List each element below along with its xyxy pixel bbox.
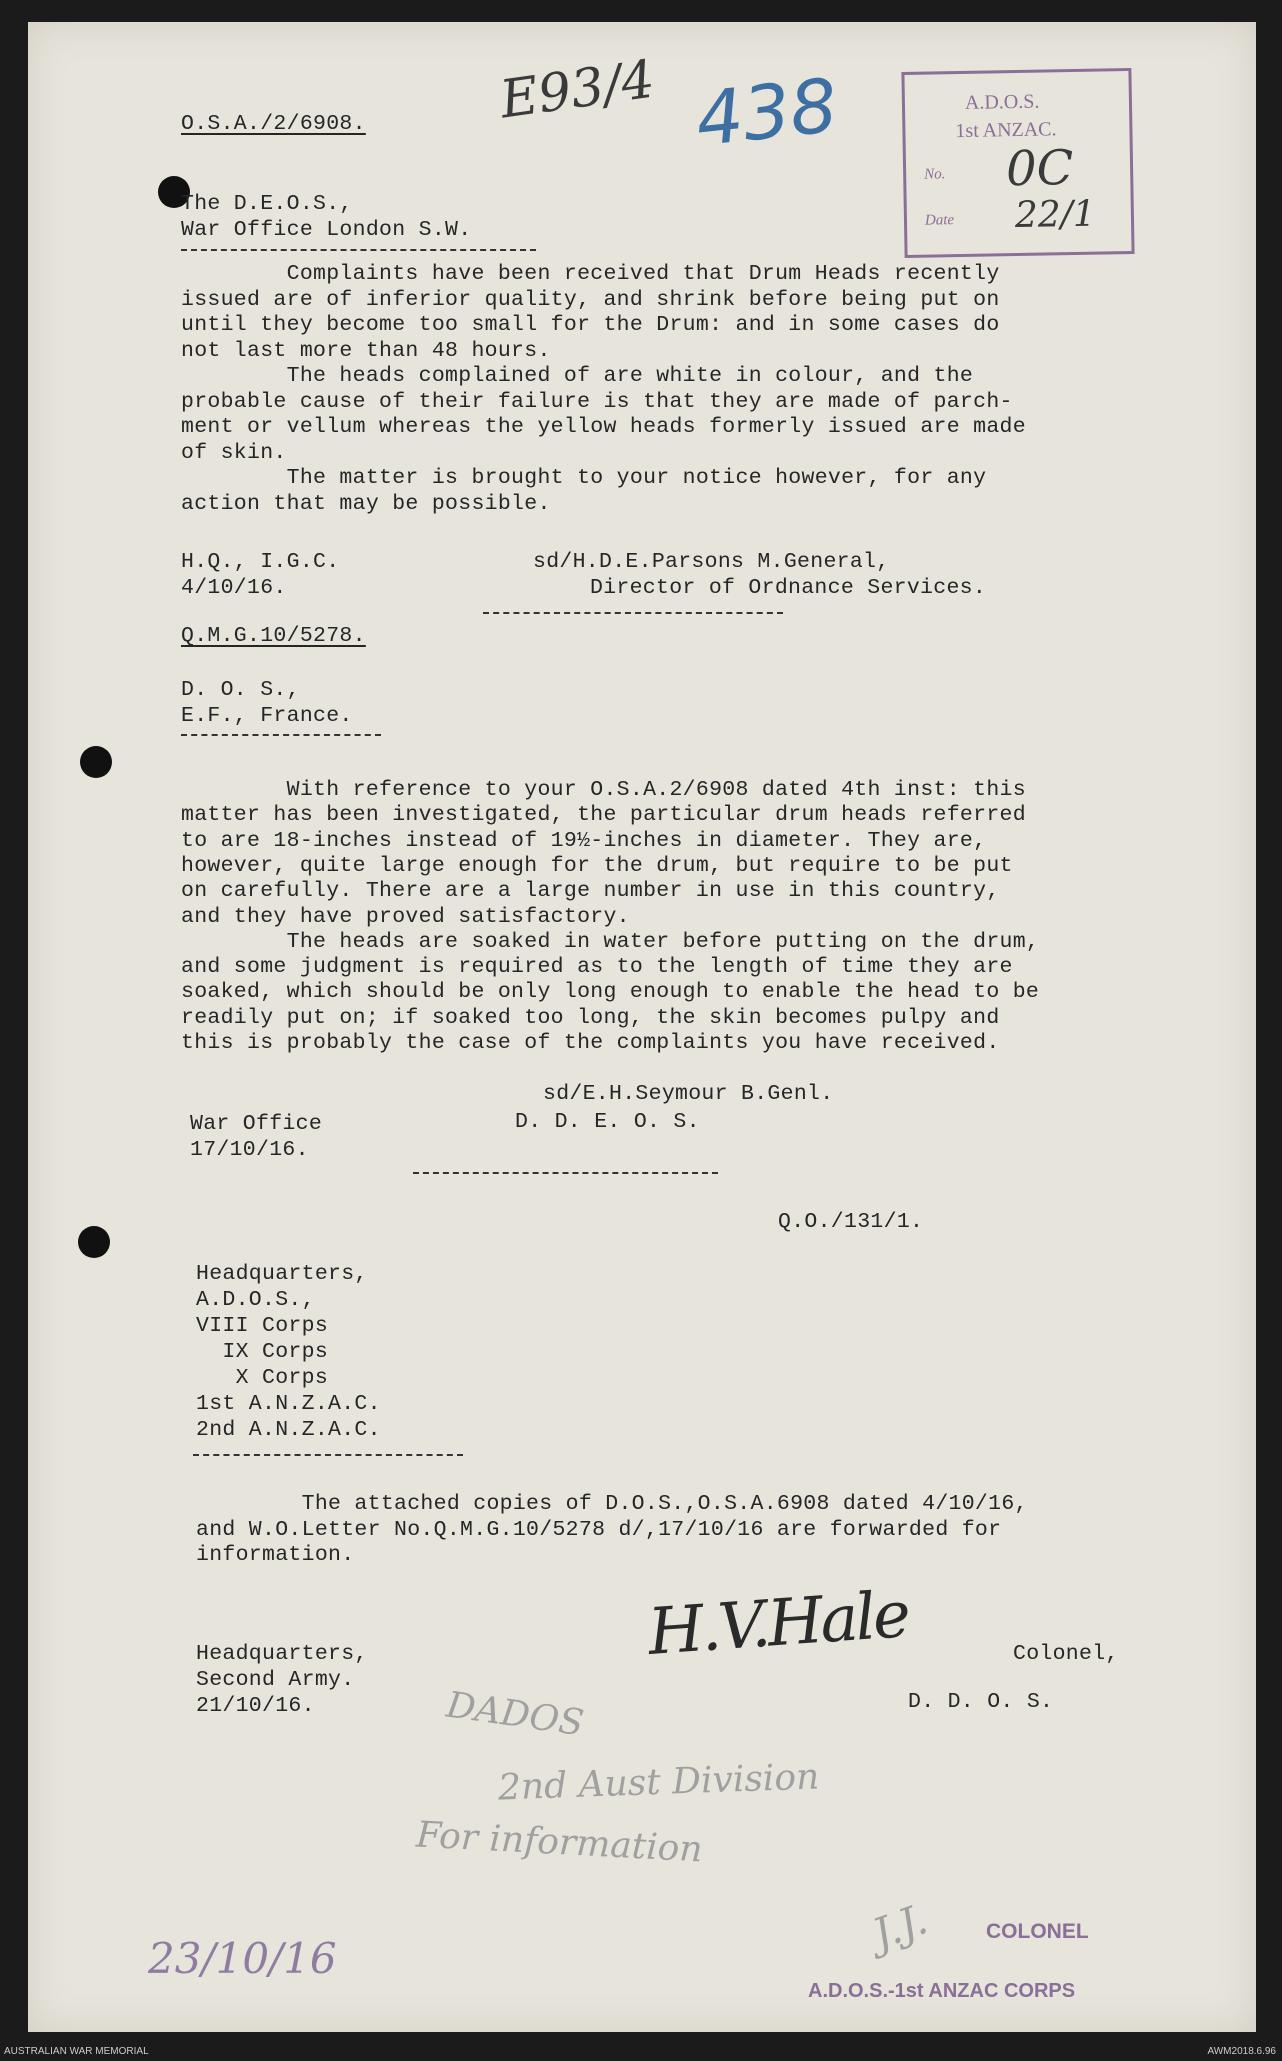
stamp-date-mark: 22/1 (1014, 193, 1097, 237)
text-line: With reference to your O.S.A.2/6908 dated 4th inst: this (181, 778, 1026, 802)
text-line: IX Corps (196, 1340, 329, 1364)
pencil-line1: DADOS (443, 1684, 587, 1745)
text-line: readily put on; if soaked too long, the skin becomes pulpy and (181, 1005, 1000, 1030)
text-line: to are 18-inches instead of 19½-inches in diameter. They are, (181, 828, 987, 853)
text-line: until they become too small for the Drum: and in some cases do (181, 313, 1000, 337)
text-line: information. (196, 1543, 355, 1567)
punch-hole (80, 746, 112, 778)
text-line: 2nd A.N.Z.A.C. (196, 1418, 381, 1442)
stamp-line1: A.D.O.S. (964, 90, 1040, 114)
memo2-addressee2: E.F., France. (181, 704, 353, 728)
text-line: The matter is brought to your notice however, for any (181, 466, 987, 490)
text-line: soaked, which should be only long enough to enable the head to be (181, 980, 1040, 1005)
memo3-title: D. D. O. S. (908, 1690, 1054, 1714)
stamp-ados-anzac: A.D.O.S.-1st ANZAC CORPS (808, 1980, 1076, 2002)
handwritten-ref-e93: E93/4 (496, 49, 659, 131)
memo2-ref: Q.M.G.10/5278. (181, 624, 366, 648)
stamp-line2: 1st ANZAC. (955, 118, 1057, 143)
text-line: of skin. (181, 440, 287, 465)
text-line: A.D.O.S., (196, 1288, 315, 1312)
divider (483, 612, 783, 614)
stamp-colonel: COLONEL (986, 1920, 1089, 1943)
pencil-line2: 2nd Aust Division (497, 1756, 820, 1809)
memo3-hq2: Second Army. (196, 1668, 355, 1692)
memo1-ref: O.S.A./2/6908. (181, 112, 366, 136)
divider (413, 1172, 718, 1174)
memo2-title: D. D. E. O. S. (515, 1110, 700, 1134)
memo1-addressee1: The D.E.O.S., (181, 192, 353, 216)
text-line: The heads complained of are white in colour, and the (181, 364, 974, 388)
text-line: probable cause of their failure is that they are made of parch- (181, 389, 1013, 414)
divider (181, 249, 536, 251)
memo1-addressee2: War Office London S.W. (181, 218, 472, 242)
divider (181, 734, 381, 736)
memo3-date: 21/10/16. (196, 1694, 315, 1718)
memo3-ref: Q.O./131/1. (778, 1210, 924, 1234)
text-line: Complaints have been received that Drum Heads recently (181, 262, 1000, 286)
stamp-mark: 0C (1005, 140, 1074, 198)
pencil-line3: For information (415, 1814, 704, 1871)
memo1-signed: sd/H.D.E.Parsons M.General, (533, 550, 890, 574)
punch-hole (78, 1226, 110, 1258)
handwritten-ref-438: 438 (691, 62, 842, 164)
document-page (28, 22, 1256, 2032)
text-line: ment or vellum whereas the yellow heads formerly issued are made (181, 415, 1026, 439)
ados-stamp (901, 68, 1134, 258)
pencil-initials: J.J. (866, 1894, 934, 1959)
text-line: The attached copies of D.O.S.,O.S.A.6908 dated 4/10/16, (196, 1492, 1028, 1516)
memo1-date: 4/10/16. (181, 576, 287, 600)
date-mark: 23/10/16 (148, 1934, 337, 1983)
memo2-date: 17/10/16. (190, 1138, 309, 1162)
memo3-hq1: Headquarters, (196, 1642, 368, 1666)
stamp-field-date: Date (924, 212, 955, 229)
text-line: and W.O.Letter No.Q.M.G.10/5278 d/,17/10/16 are forwarded for (196, 1517, 1002, 1542)
text-line: X Corps (196, 1366, 329, 1390)
text-line: however, quite large enough for the drum, but require to be put (181, 853, 1013, 878)
text-line: Headquarters, (196, 1262, 368, 1286)
stamp-field-no: No. (924, 166, 946, 183)
text-line: 1st A.N.Z.A.C. (196, 1392, 381, 1416)
footer-right: AWM2018.6.96 (1207, 2046, 1276, 2057)
memo2-place: War Office (190, 1112, 323, 1136)
memo2-addressee1: D. O. S., (181, 678, 300, 702)
footer-left: AUSTRALIAN WAR MEMORIAL (4, 2046, 149, 2057)
text-line: and some judgment is required as to the length of time they are (181, 955, 1013, 980)
memo2-signed: sd/E.H.Seymour B.Genl. (543, 1082, 834, 1106)
text-line: on carefully. There are a large number in use in this country, (181, 879, 1000, 904)
text-line: and they have proved satisfactory. (181, 904, 630, 929)
text-line: action that may be possible. (181, 491, 551, 516)
memo3-rank: Colonel, (1013, 1642, 1119, 1666)
memo1-hq: H.Q., I.G.C. (181, 550, 340, 574)
text-line: The heads are soaked in water before putting on the drum, (181, 929, 1040, 954)
divider (193, 1454, 463, 1456)
text-line: issued are of inferior quality, and shrink before being put on (181, 287, 1000, 312)
memo1-title: Director of Ordnance Services. (590, 576, 987, 600)
text-line: matter has been investigated, the particular drum heads referred (181, 803, 1026, 828)
text-line: this is probably the case of the complaints you have received. (181, 1031, 1000, 1055)
signature: H.V.Hale (645, 1578, 911, 1670)
text-line: not last more than 48 hours. (181, 338, 551, 363)
text-line: VIII Corps (196, 1314, 329, 1338)
